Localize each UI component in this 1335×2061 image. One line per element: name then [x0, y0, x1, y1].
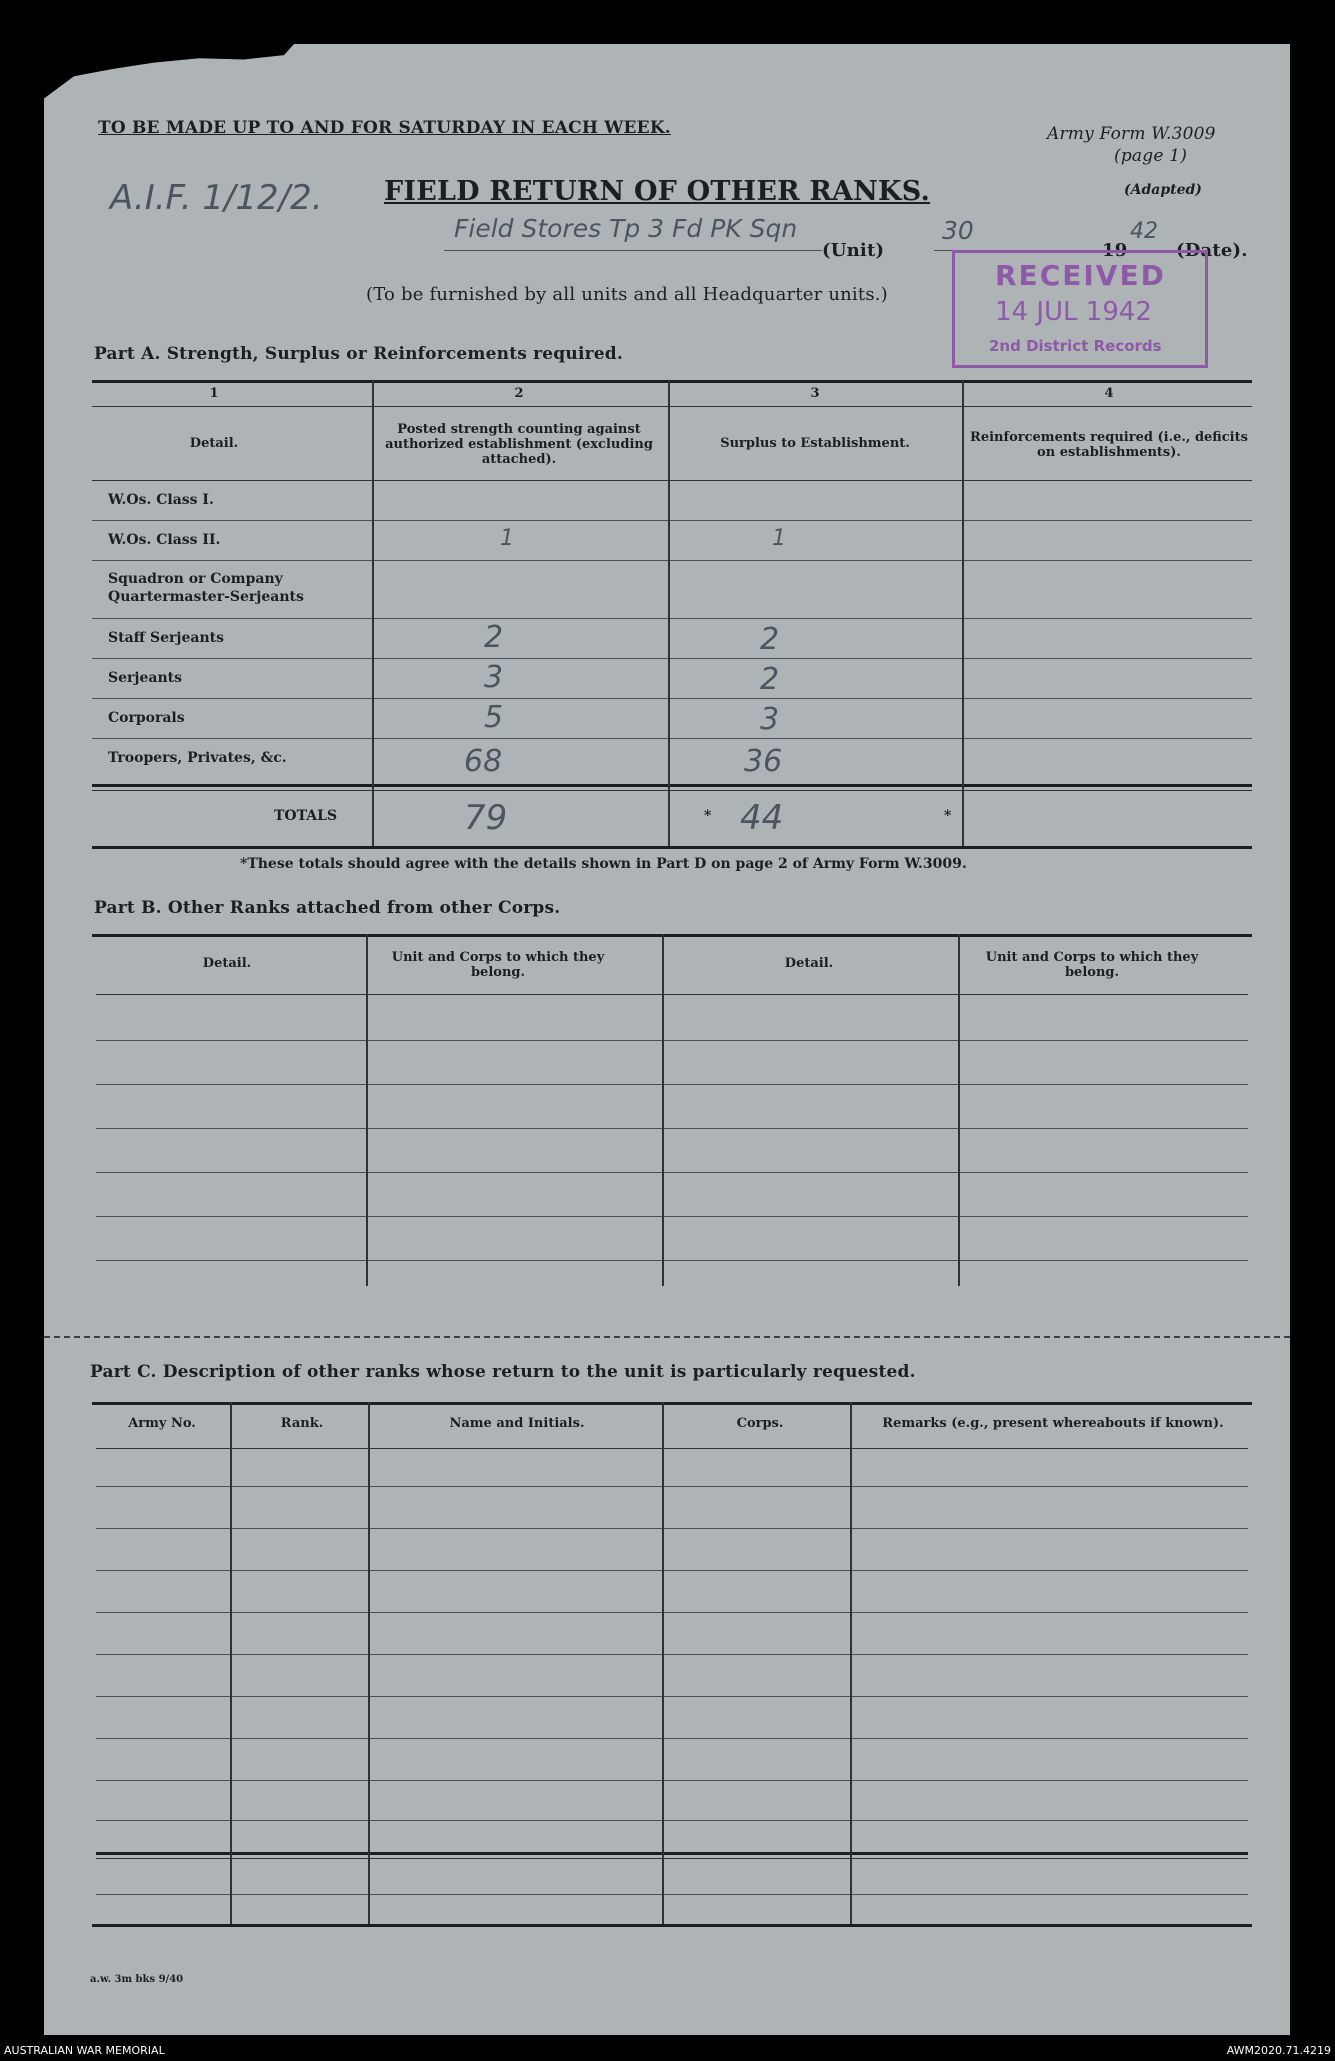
row-posted-value: 3 [484, 660, 504, 695]
part-c-row-rule [96, 1696, 1248, 1697]
part-c-row-rule [96, 1820, 1248, 1821]
totals-top-rule [92, 784, 1252, 787]
furnish-note: (To be furnished by all units and all Headquarter units.) [366, 284, 888, 305]
col-number-1: 1 [209, 386, 219, 401]
year-value: 42 [1130, 219, 1158, 244]
col-header-surplus: Surplus to Establishment. [720, 436, 910, 451]
part-c-divider-3 [662, 1402, 664, 1924]
part-a-title: Part A. Strength, Surplus or Reinforcements required. [94, 344, 623, 364]
part-b-header-unit-2: Unit and Corps to which they belong. [985, 950, 1199, 980]
part-b-header-unit-1: Unit and Corps to which they belong. [391, 950, 605, 980]
part-c-row-rule [96, 1894, 1248, 1895]
unit-label: (Unit) [822, 240, 885, 261]
part-a-bottom-rule [92, 846, 1252, 849]
part-c-header-army-no: Army No. [128, 1416, 196, 1431]
date-value: 30 [942, 216, 974, 245]
handwritten-reference: A.I.F. 1/12/2. [110, 178, 323, 218]
perforation-line [44, 1336, 1290, 1338]
part-b-title: Part B. Other Ranks attached from other Corps. [94, 898, 561, 918]
part-c-bottom-rule [92, 1924, 1252, 1927]
part-b-divider-1 [366, 934, 368, 1286]
date-label: (Date). [1176, 240, 1248, 261]
part-c-title: Part C. Description of other ranks whose return to the unit is particularly requested. [90, 1362, 916, 1382]
part-c-header-name: Name and Initials. [449, 1416, 585, 1431]
row-surplus-value: 3 [760, 702, 780, 737]
printer-mark: a.w. 3m bks 9/40 [90, 1974, 184, 1985]
part-b-row-rule [96, 1216, 1248, 1217]
stamp-date: 14 JUL 1942 [995, 297, 1152, 327]
part-a-top-rule [92, 380, 1252, 383]
row-surplus-value: 2 [760, 662, 780, 697]
col-header-detail: Detail. [189, 436, 239, 451]
row-posted-value: 1 [500, 526, 514, 551]
part-b-row-rule [96, 1260, 1248, 1261]
part-c-bold-rule-2 [96, 1858, 1248, 1859]
part-b-header-detail-2: Detail. [784, 956, 834, 971]
col-header-reinforcements: Reinforcements required (i.e., deficits on establishments). [970, 430, 1248, 460]
row-surplus-value: 36 [744, 744, 783, 779]
part-c-bold-rule [96, 1852, 1248, 1855]
part-b-row-rule [96, 1040, 1248, 1041]
row-rule [92, 618, 1252, 619]
row-rule [92, 658, 1252, 659]
part-a-number-rule [92, 406, 1252, 407]
col-header-posted: Posted strength counting against authorized establishment (excluding attached). [385, 422, 653, 467]
part-b-divider-2 [662, 934, 664, 1286]
page-label: (page 1) [1114, 146, 1188, 166]
part-a-divider-2 [668, 380, 670, 846]
row-rule [92, 560, 1252, 561]
row-detail: Troopers, Privates, &c. [108, 750, 287, 766]
footer-credit: AUSTRALIAN WAR MEMORIAL [4, 2044, 165, 2057]
part-c-divider-1 [230, 1402, 232, 1924]
part-b-row-rule [96, 1084, 1248, 1085]
row-detail: Corporals [108, 710, 185, 726]
totals-label: TOTALS [274, 808, 338, 824]
part-c-header-remarks: Remarks (e.g., present whereabouts if known). [882, 1416, 1224, 1431]
form-id: Army Form W.3009 [1047, 124, 1216, 144]
part-c-row-rule [96, 1738, 1248, 1739]
part-c-row-rule [96, 1448, 1248, 1449]
part-a-divider-1 [372, 380, 374, 846]
torn-corner [44, 44, 294, 106]
part-b-row-rule [96, 994, 1248, 995]
page-title: FIELD RETURN OF OTHER RANKS. [384, 176, 931, 207]
row-detail: W.Os. Class II. [108, 532, 221, 548]
col-number-4: 4 [1104, 386, 1114, 401]
part-c-divider-2 [368, 1402, 370, 1924]
totals-posted: 79 [464, 798, 508, 838]
col-number-3: 3 [810, 386, 820, 401]
received-stamp [952, 250, 1208, 368]
part-c-row-rule [96, 1570, 1248, 1571]
row-posted-value: 5 [484, 700, 504, 735]
totals-surplus-asterisk: * [704, 808, 712, 824]
totals-surplus: 44 [740, 798, 784, 838]
part-b-header-detail-1: Detail. [202, 956, 252, 971]
part-c-row-rule [96, 1780, 1248, 1781]
part-c-header-corps: Corps. [736, 1416, 784, 1431]
stamp-office: 2nd District Records [989, 337, 1162, 355]
unit-value: Field Stores Tp 3 Fd PK Sqn [454, 214, 798, 243]
part-b-top-rule [92, 934, 1252, 937]
stamp-received-text: RECEIVED [995, 259, 1166, 292]
footer-accession: AWM2020.71.4219 [1226, 2044, 1331, 2057]
form-sheet [44, 44, 1290, 2035]
totals-reinf-asterisk: * [944, 808, 952, 824]
row-posted-value: 2 [484, 620, 504, 655]
part-b-row-rule [96, 1172, 1248, 1173]
unit-underline [444, 250, 822, 251]
row-detail: W.Os. Class I. [108, 492, 214, 508]
part-c-top-rule [92, 1402, 1252, 1405]
part-a-divider-3 [962, 380, 964, 846]
row-posted-value: 68 [464, 744, 503, 779]
row-detail: Serjeants [108, 670, 182, 686]
part-c-row-rule [96, 1486, 1248, 1487]
part-c-row-rule [96, 1528, 1248, 1529]
row-surplus-value: 1 [772, 526, 786, 551]
totals-top-rule-2 [92, 790, 1252, 791]
part-c-header-rank: Rank. [280, 1416, 324, 1431]
instruction-line: TO BE MADE UP TO AND FOR SATURDAY IN EACH WEEK. [98, 118, 671, 138]
row-detail: Staff Serjeants [108, 630, 224, 646]
row-detail: Squadron or Company Quartermaster-Serjeants [108, 571, 304, 605]
row-rule [92, 520, 1252, 521]
part-c-row-rule [96, 1654, 1248, 1655]
part-a-header-rule [92, 480, 1252, 481]
totals-footnote: *These totals should agree with the details shown in Part D on page 2 of Army Form W.3009. [240, 856, 967, 872]
year-prefix: 19 [1102, 240, 1128, 261]
part-b-row-rule [96, 1128, 1248, 1129]
row-rule [92, 738, 1252, 739]
part-c-divider-4 [850, 1402, 852, 1924]
col-number-2: 2 [514, 386, 524, 401]
part-b-divider-3 [958, 934, 960, 1286]
part-c-row-rule [96, 1612, 1248, 1613]
row-surplus-value: 2 [760, 622, 780, 657]
row-rule [92, 698, 1252, 699]
adapted-label: (Adapted) [1124, 182, 1202, 198]
